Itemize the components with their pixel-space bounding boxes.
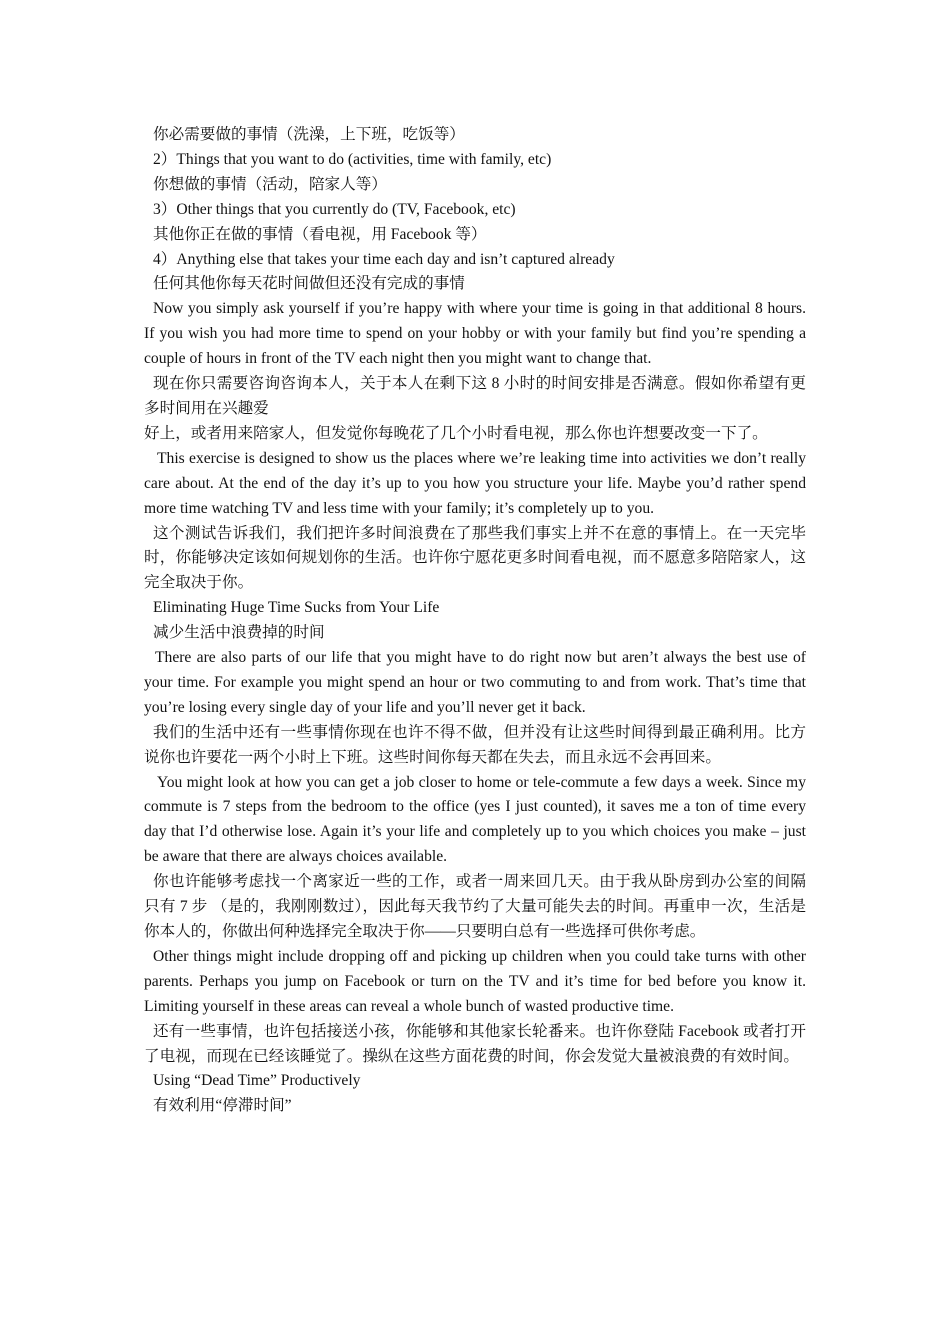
section-heading-chinese: 减少生活中浪费掉的时间 — [153, 624, 325, 642]
text-line: 你必需要做的事情（洗澡，上下班，吃饭等） — [153, 126, 465, 143]
section-heading-chinese: 有效利用“停滞时间” — [153, 1097, 292, 1115]
list-item-english: 2）Things that you want to do (activities, time with family, etc) — [153, 150, 552, 168]
paragraph-english: This exercise is designed to show us the places where we’re leaking time into activities we don’t really care about. At the end of the day it’s up to you how you structure your life. Maybe you’d rather spend more time watching TV and less time with your family; it’s completely up to you. — [144, 449, 806, 517]
list-item-chinese: 其他你正在做的事情（看电视，用 Facebook 等） — [153, 225, 487, 243]
list-item-english: 4）Anything else that takes your time each day and isn’t captured already — [153, 250, 615, 268]
document-page — [144, 123, 806, 1119]
list-item-chinese: 你想做的事情（活动，陪家人等） — [153, 175, 387, 193]
paragraph-english: There are also parts of our life that you might have to do right now but aren’t always the best use of your time. For example you might spend an hour or two commuting to and from work. That’s time that you’re losing every single day of your life and you’ll never get it back. — [144, 649, 806, 716]
paragraph-english: You might look at how you can get a job closer to home or tele-commute a few days a week. Since my commute is 7 steps from the bedroom to the office (yes I just counted), it saves me a ton of time every day that I’d otherwise lose. Again it’s your life and completely up to you which choices you make – just be aware that there are always choices available. — [144, 773, 806, 866]
paragraph-chinese: 现在你只需要咨询咨询本人，关于本人在剩下这 8 小时的时间安排是否满意。假如你希望有更多时间用在兴趣爱 — [144, 375, 806, 417]
paragraph-chinese: 好上，或者用来陪家人，但发觉你每晚花了几个小时看电视，那么你也许想要改变一下了。 — [144, 424, 768, 442]
paragraph-chinese: 这个测试告诉我们，我们把许多时间浪费在了那些我们事实上并不在意的事情上。在一天完毕时，你能够决定该如何规划你的生活。也许你宁愿花更多时间看电视，而不愿意多陪陪家人，这完全取决于你。 — [144, 524, 806, 592]
paragraph-english: Other things might include dropping off and picking up children when you could take turns with other parents. Perhaps you jump on Facebook or turn on the TV and it’s time for bed before you know it. Limiting yourself in these areas can reveal a whole bunch of wasted productive time. — [144, 947, 806, 1015]
list-item-chinese: 任何其他你每天花时间做但还没有完成的事情 — [153, 275, 465, 293]
list-item-english: 3）Other things that you currently do (TV, Facebook, etc) — [153, 200, 516, 218]
paragraph-chinese: 还有一些事情，也许包括接送小孩，你能够和其他家长轮番来。也许你登陆 Facebook 或者打开了电视，而现在已经该睡觉了。操纵在这些方面花费的时间，你会发觉大量被浪费的有效时间。 — [144, 1022, 806, 1065]
paragraph-english: Now you simply ask yourself if you’re happy with where your time is going in that additional 8 hours. If you wish you had more time to spend on your hobby or with your family but find you’re spending a couple of hours in front of the TV each night then you might want to change that. — [144, 300, 806, 368]
section-heading-english: Using “Dead Time” Productively — [153, 1072, 361, 1090]
paragraph-chinese: 我们的生活中还有一些事情你现在也许不得不做，但并没有让这些时间得到最正确利用。比方说你也许要花一两个小时上下班。这些时间你每天都在失去，而且永远不会再回来。 — [144, 723, 806, 766]
paragraph-chinese: 你也许能够考虑找一个离家近一些的工作，或者一周来回几天。由于我从卧房到办公室的间隔只有 7 步 （是的，我刚刚数过），因此每天我节约了大量可能失去的时间。再重申一次，生活是你本人的，你做出何种选择完全取决于你——只要明白总有一些选择可供你考虑。 — [144, 873, 806, 940]
section-heading-english: Eliminating Huge Time Sucks from Your Life — [153, 599, 440, 617]
